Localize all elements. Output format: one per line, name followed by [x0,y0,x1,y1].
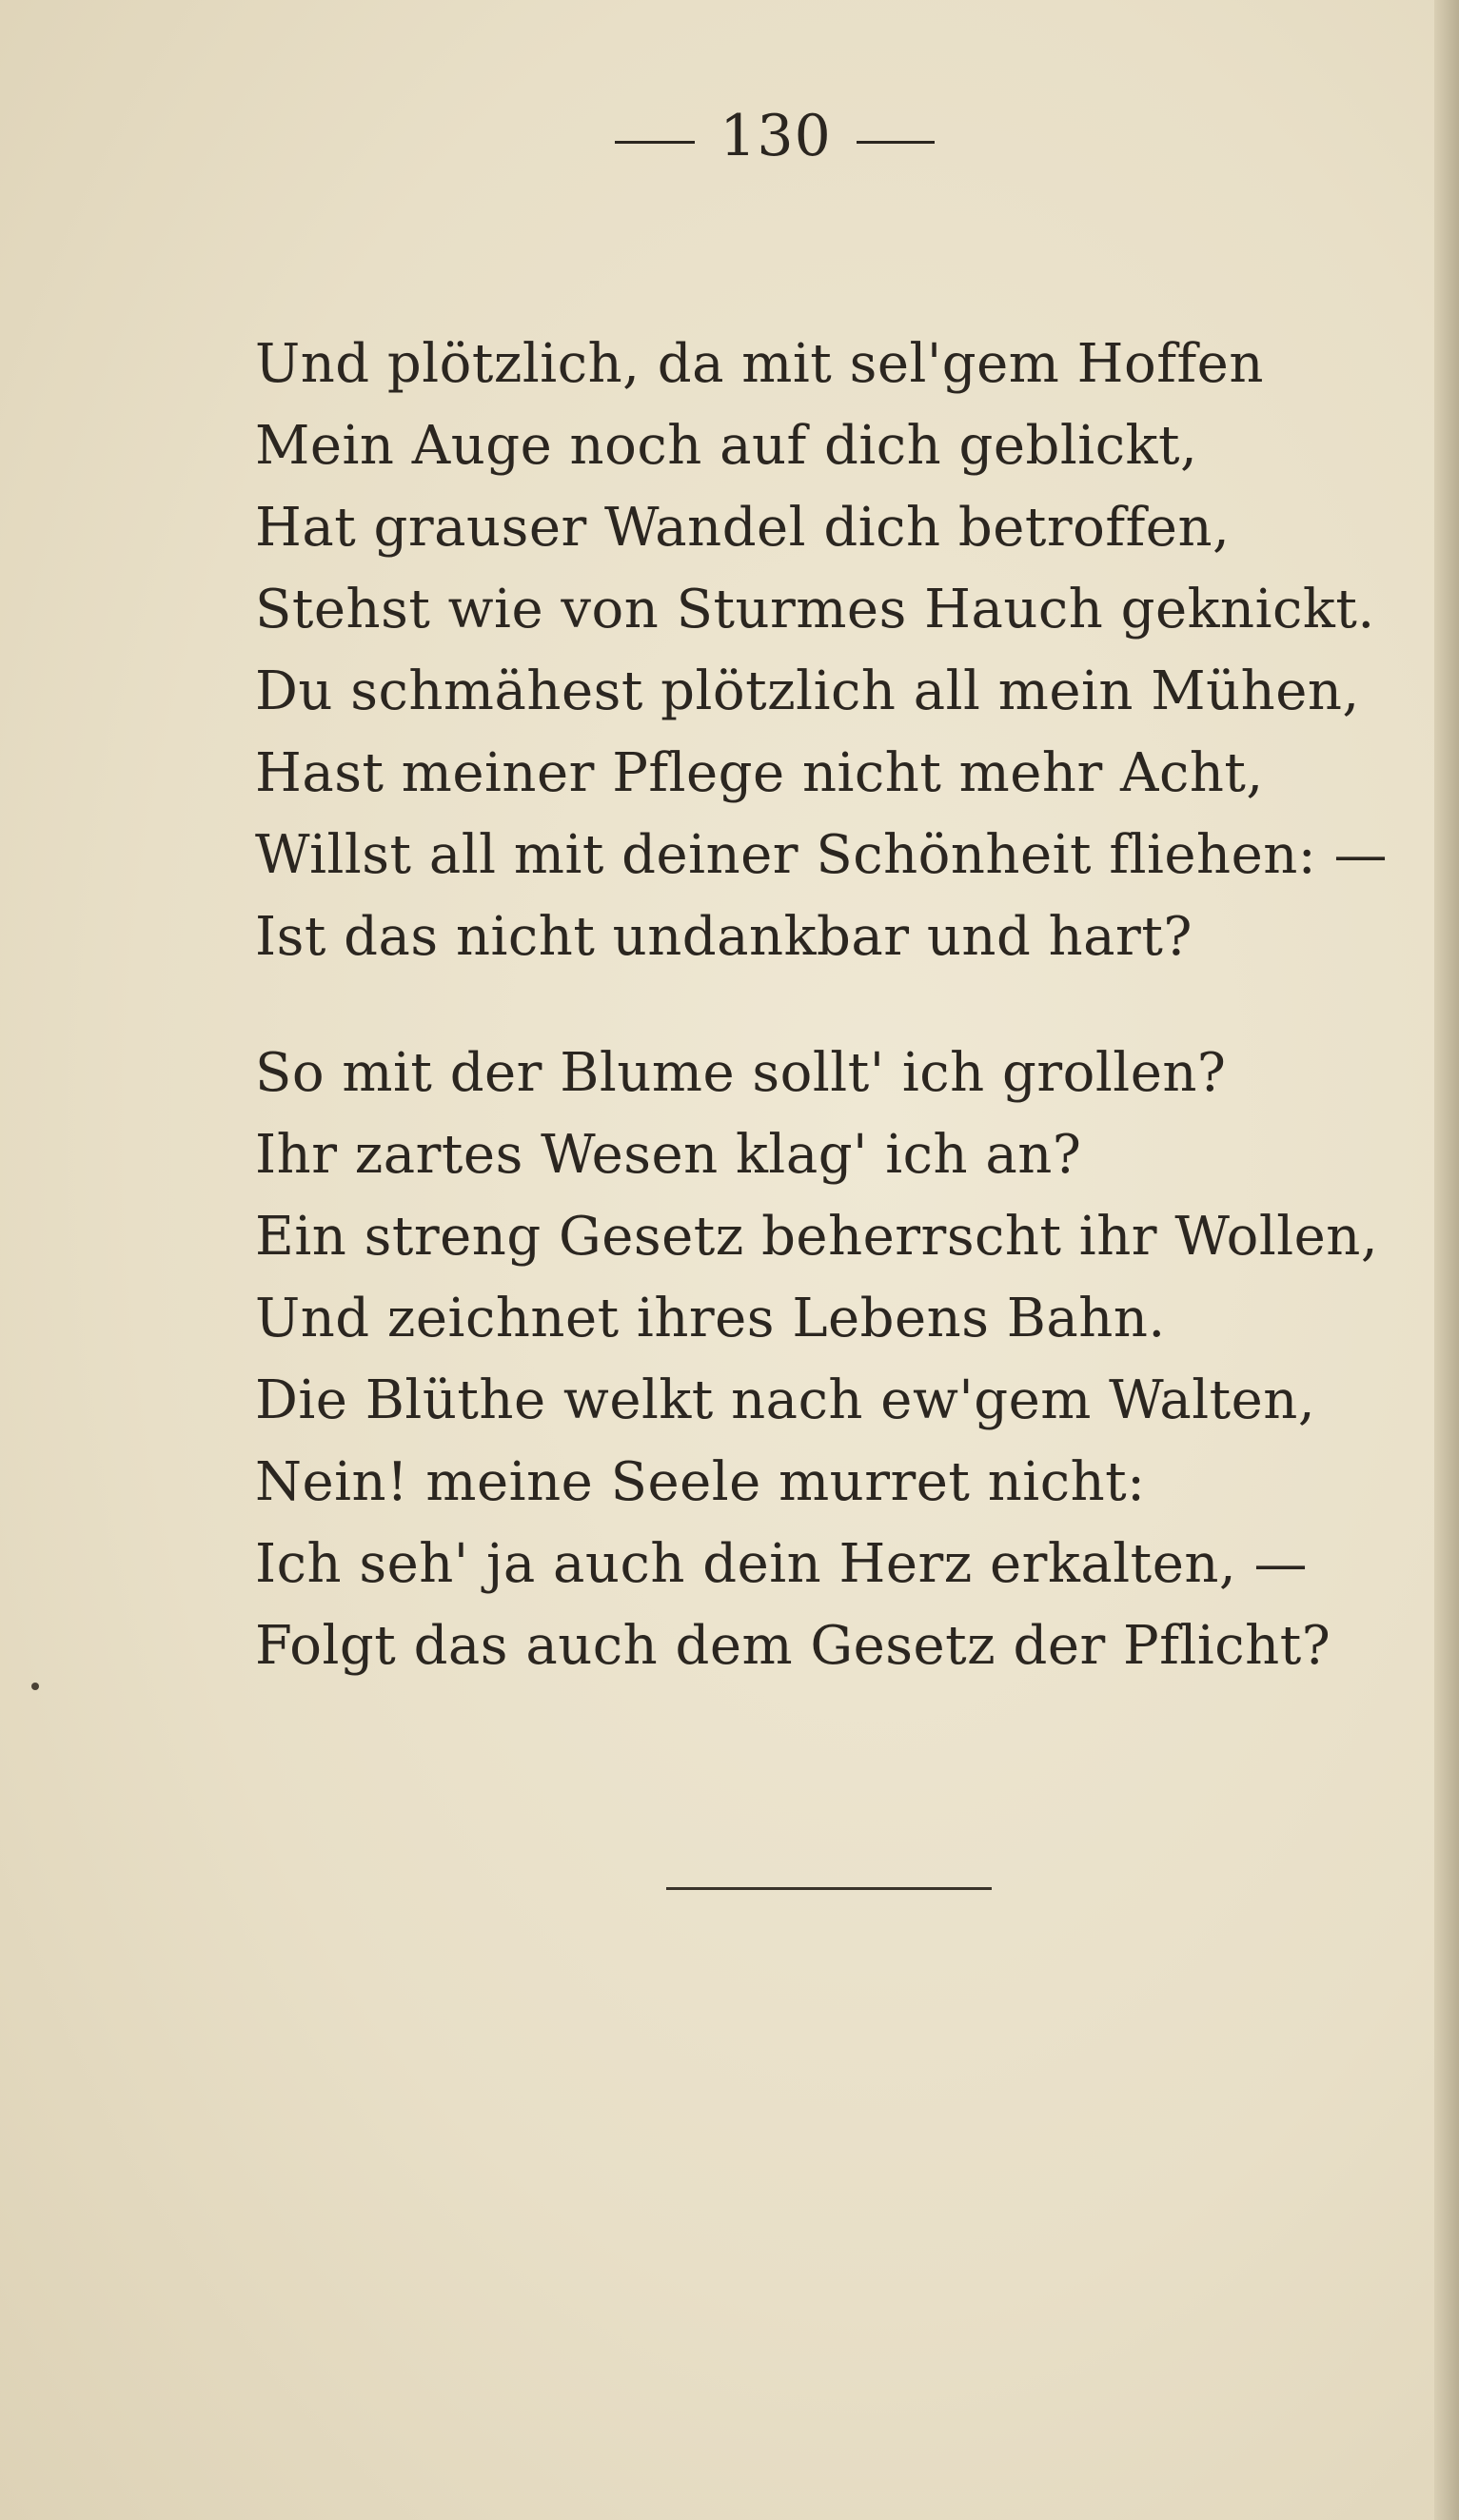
verse-line: Ihr zartes Wesen klag' ich an? [255,1124,1082,1186]
verse-line: Nein! meine Seele murret nicht: [255,1451,1146,1513]
stanza-2 [255,1033,1379,1687]
verse-line: Ist das nicht undankbar und hart? [255,906,1193,968]
verse-line: Die Blüthe welkt nach ew'gem Walten, [255,1369,1316,1431]
verse-line: Mein Auge noch auf dich geblickt, [255,415,1198,477]
verse-line: Ich seh' ja auch dein Herz erkalten, — [255,1533,1308,1595]
stanza-1 [255,324,1388,978]
page-header [0,103,1459,169]
closing-rule [666,1887,992,1890]
verse-line: Und zeichnet ihres Lebens Bahn. [255,1288,1166,1349]
page-edge [1434,0,1459,2520]
verse-line: Ein streng Gesetz beherrscht ihr Wollen, [255,1206,1379,1268]
verse-line: Stehst wie von Sturmes Hauch geknickt. [255,579,1375,640]
verse-line: Und plötzlich, da mit sel'gem Hoffen [255,333,1264,395]
header-dash-left [615,141,695,144]
verse-line: So mit der Blume sollt' ich grollen? [255,1042,1227,1104]
verse-line: Willst all mit deiner Schönheit fliehen: — [255,824,1388,886]
page-number: 130 [720,103,832,169]
verse-line: Du schmähest plötzlich all mein Mühen, [255,660,1360,722]
verse-line: Hat grauser Wandel dich betroffen, [255,497,1231,559]
verse-line: Hast meiner Pflege nicht mehr Acht, [255,742,1264,804]
verse-line: Folgt das auch dem Gesetz der Pflicht? [255,1615,1331,1677]
ink-speck [31,1683,39,1690]
header-dash-right [857,141,935,144]
